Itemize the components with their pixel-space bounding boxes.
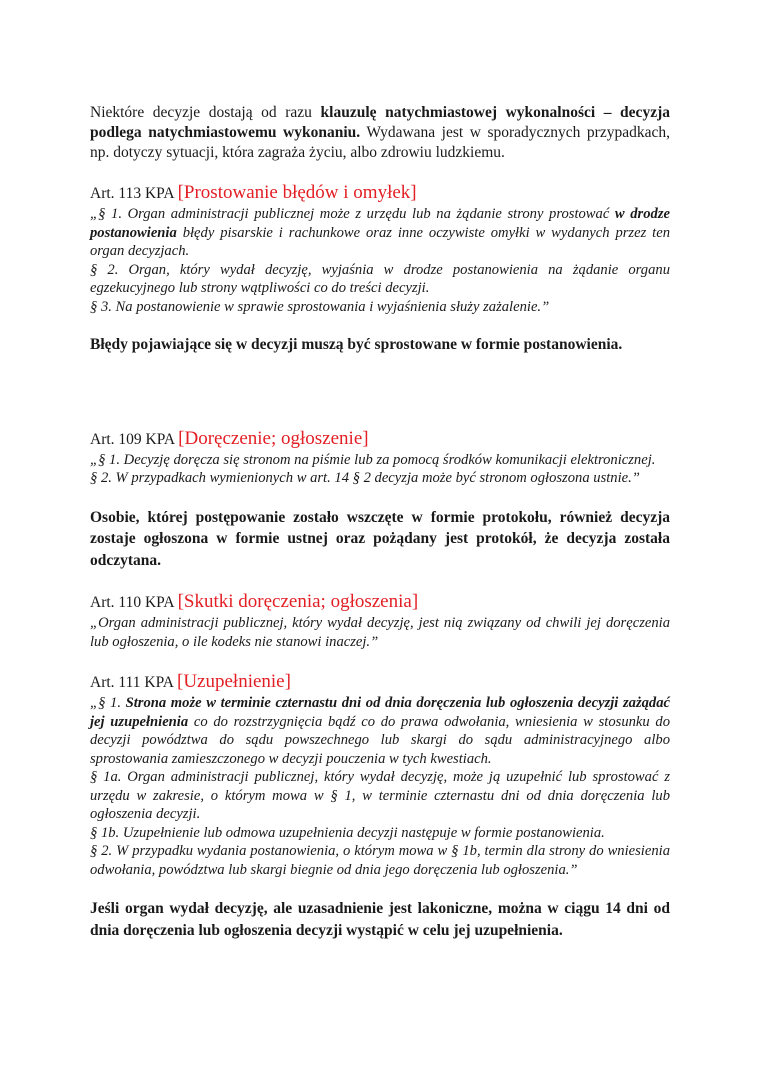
art110-topic: [Skutki doręczenia; ogłoszenia] — [177, 591, 419, 612]
art111-p1-bold: Strona może w terminie czternastu dni od dnia doręczenia lub ogłoszenia decyzji zażądać jej uzupełnienia — [90, 695, 671, 730]
art111-par4: § 2. W przypadku wydania postanowienia, o którym mowa w § 1b, termin dla strony do wniesienia odwołania, powództwa lub skargi biegnie od dnia jego doręczenia lub ogłoszenia.” — [90, 843, 670, 878]
intro-paragraph — [90, 103, 670, 163]
art111-par2: § 1a. Organ administracji publicznej, który wydał decyzję, może ją uzupełnić lub sprostować z urzędu w zakresie, o którym mowa w § 1, w terminie czternastu dni od dnia doręczenia lub ogłoszenia decyzji. — [90, 769, 670, 822]
art111-p1a: „§ 1. — [90, 695, 126, 711]
art111-label: Art. 111 KPA — [90, 674, 174, 691]
document-page — [90, 103, 670, 941]
art110-heading — [90, 591, 670, 614]
art113-label: Art. 113 KPA — [90, 185, 174, 202]
art113-p1a: „§ 1. Organ administracji publicznej może z urzędu lub na żądanie strony prostować — [90, 206, 615, 222]
art109-summary: Osobie, której postępowanie zostało wszczęte w formie protokołu, również decyzja zostaje ogłoszona w formie ustnej oraz pożądany jest protokół, że decyzja została odczytana. — [90, 508, 670, 569]
art110-par1: „Organ administracji publicznej, który wydał decyzję, jest nią związany od chwili jej doręczenia lub ogłoszenia, o ile kodeks nie stanowi inaczej.” — [90, 615, 670, 650]
art113-topic: [Prostowanie błędów i omyłek] — [177, 182, 417, 203]
intro-text-3: Wydawana jest w sporadycznych przypadkach, np. dotyczy sytuacji, która zagraża życiu, albo zdrowiu ludzkiemu. — [90, 124, 670, 161]
art113-p1c: błędy pisarskie i rachunkowe oraz inne oczywiste omyłki w wydanych przez ten organ decyzjach. — [90, 224, 670, 259]
art111-heading — [90, 671, 670, 694]
art111-p1c: co do rozstrzygnięcia bądź co do prawa odwołania, wniesienia w stosunku do decyzji powództwa do sądu powszechnego lub skargi do sądu administracyjnego albo sprostowania zamieszczonego w decyzji pouczenia w tych kwestiach. — [90, 713, 670, 767]
art111-topic: [Uzupełnienie] — [177, 671, 291, 692]
art110-label: Art. 110 KPA — [90, 594, 174, 611]
art113-p1-bold: w drodze postanowienia — [90, 206, 670, 241]
art111-par1 — [90, 694, 670, 768]
intro-text-1: Niektóre decyzje dostają od razu — [90, 104, 321, 121]
art109-heading — [90, 428, 670, 451]
art109-label: Art. 109 KPA — [90, 430, 175, 448]
art109-par1: „§ 1. Decyzję doręcza się stronom na piśmie lub za pomocą środków komunikacji elektronicznej. — [90, 451, 656, 468]
art113-par1 — [90, 205, 670, 261]
art111-summary: Jeśli organ wydał decyzję, ale uzasadnienie jest lakoniczne, można w ciągu 14 dni od dnia doręczenia lub ogłoszenia decyzji wystąpić w celu jej uzupełnienia. — [90, 900, 670, 939]
art113-par2: § 2. Organ, który wydał decyzję, wyjaśnia w drodze postanowienia na żądanie organu egzekucyjnego lub strony wątpliwości co do treści decyzji. — [90, 261, 670, 296]
art113-par3: § 3. Na postanowienie w sprawie sprostowania i wyjaśnienia służy zażalenie.” — [90, 298, 550, 315]
art109-par2: § 2. W przypadkach wymienionych w art. 14 § 2 decyzja może być stronom ogłoszona ustnie.” — [90, 470, 640, 486]
art109-topic: [Doręczenie; ogłoszenie] — [178, 427, 369, 449]
art113-summary: Błędy pojawiające się w decyzji muszą być sprostowane w formie postanowienia. — [90, 336, 623, 353]
art111-par3: § 1b. Uzupełnienie lub odmowa uzupełnienia decyzji następuje w formie postanowienia. — [90, 824, 605, 841]
intro-bold-text: klauzulę natychmiastowej wykonalności – decyzja podlega natychmiastowemu wykonaniu. — [90, 104, 670, 141]
art113-heading — [90, 182, 670, 205]
